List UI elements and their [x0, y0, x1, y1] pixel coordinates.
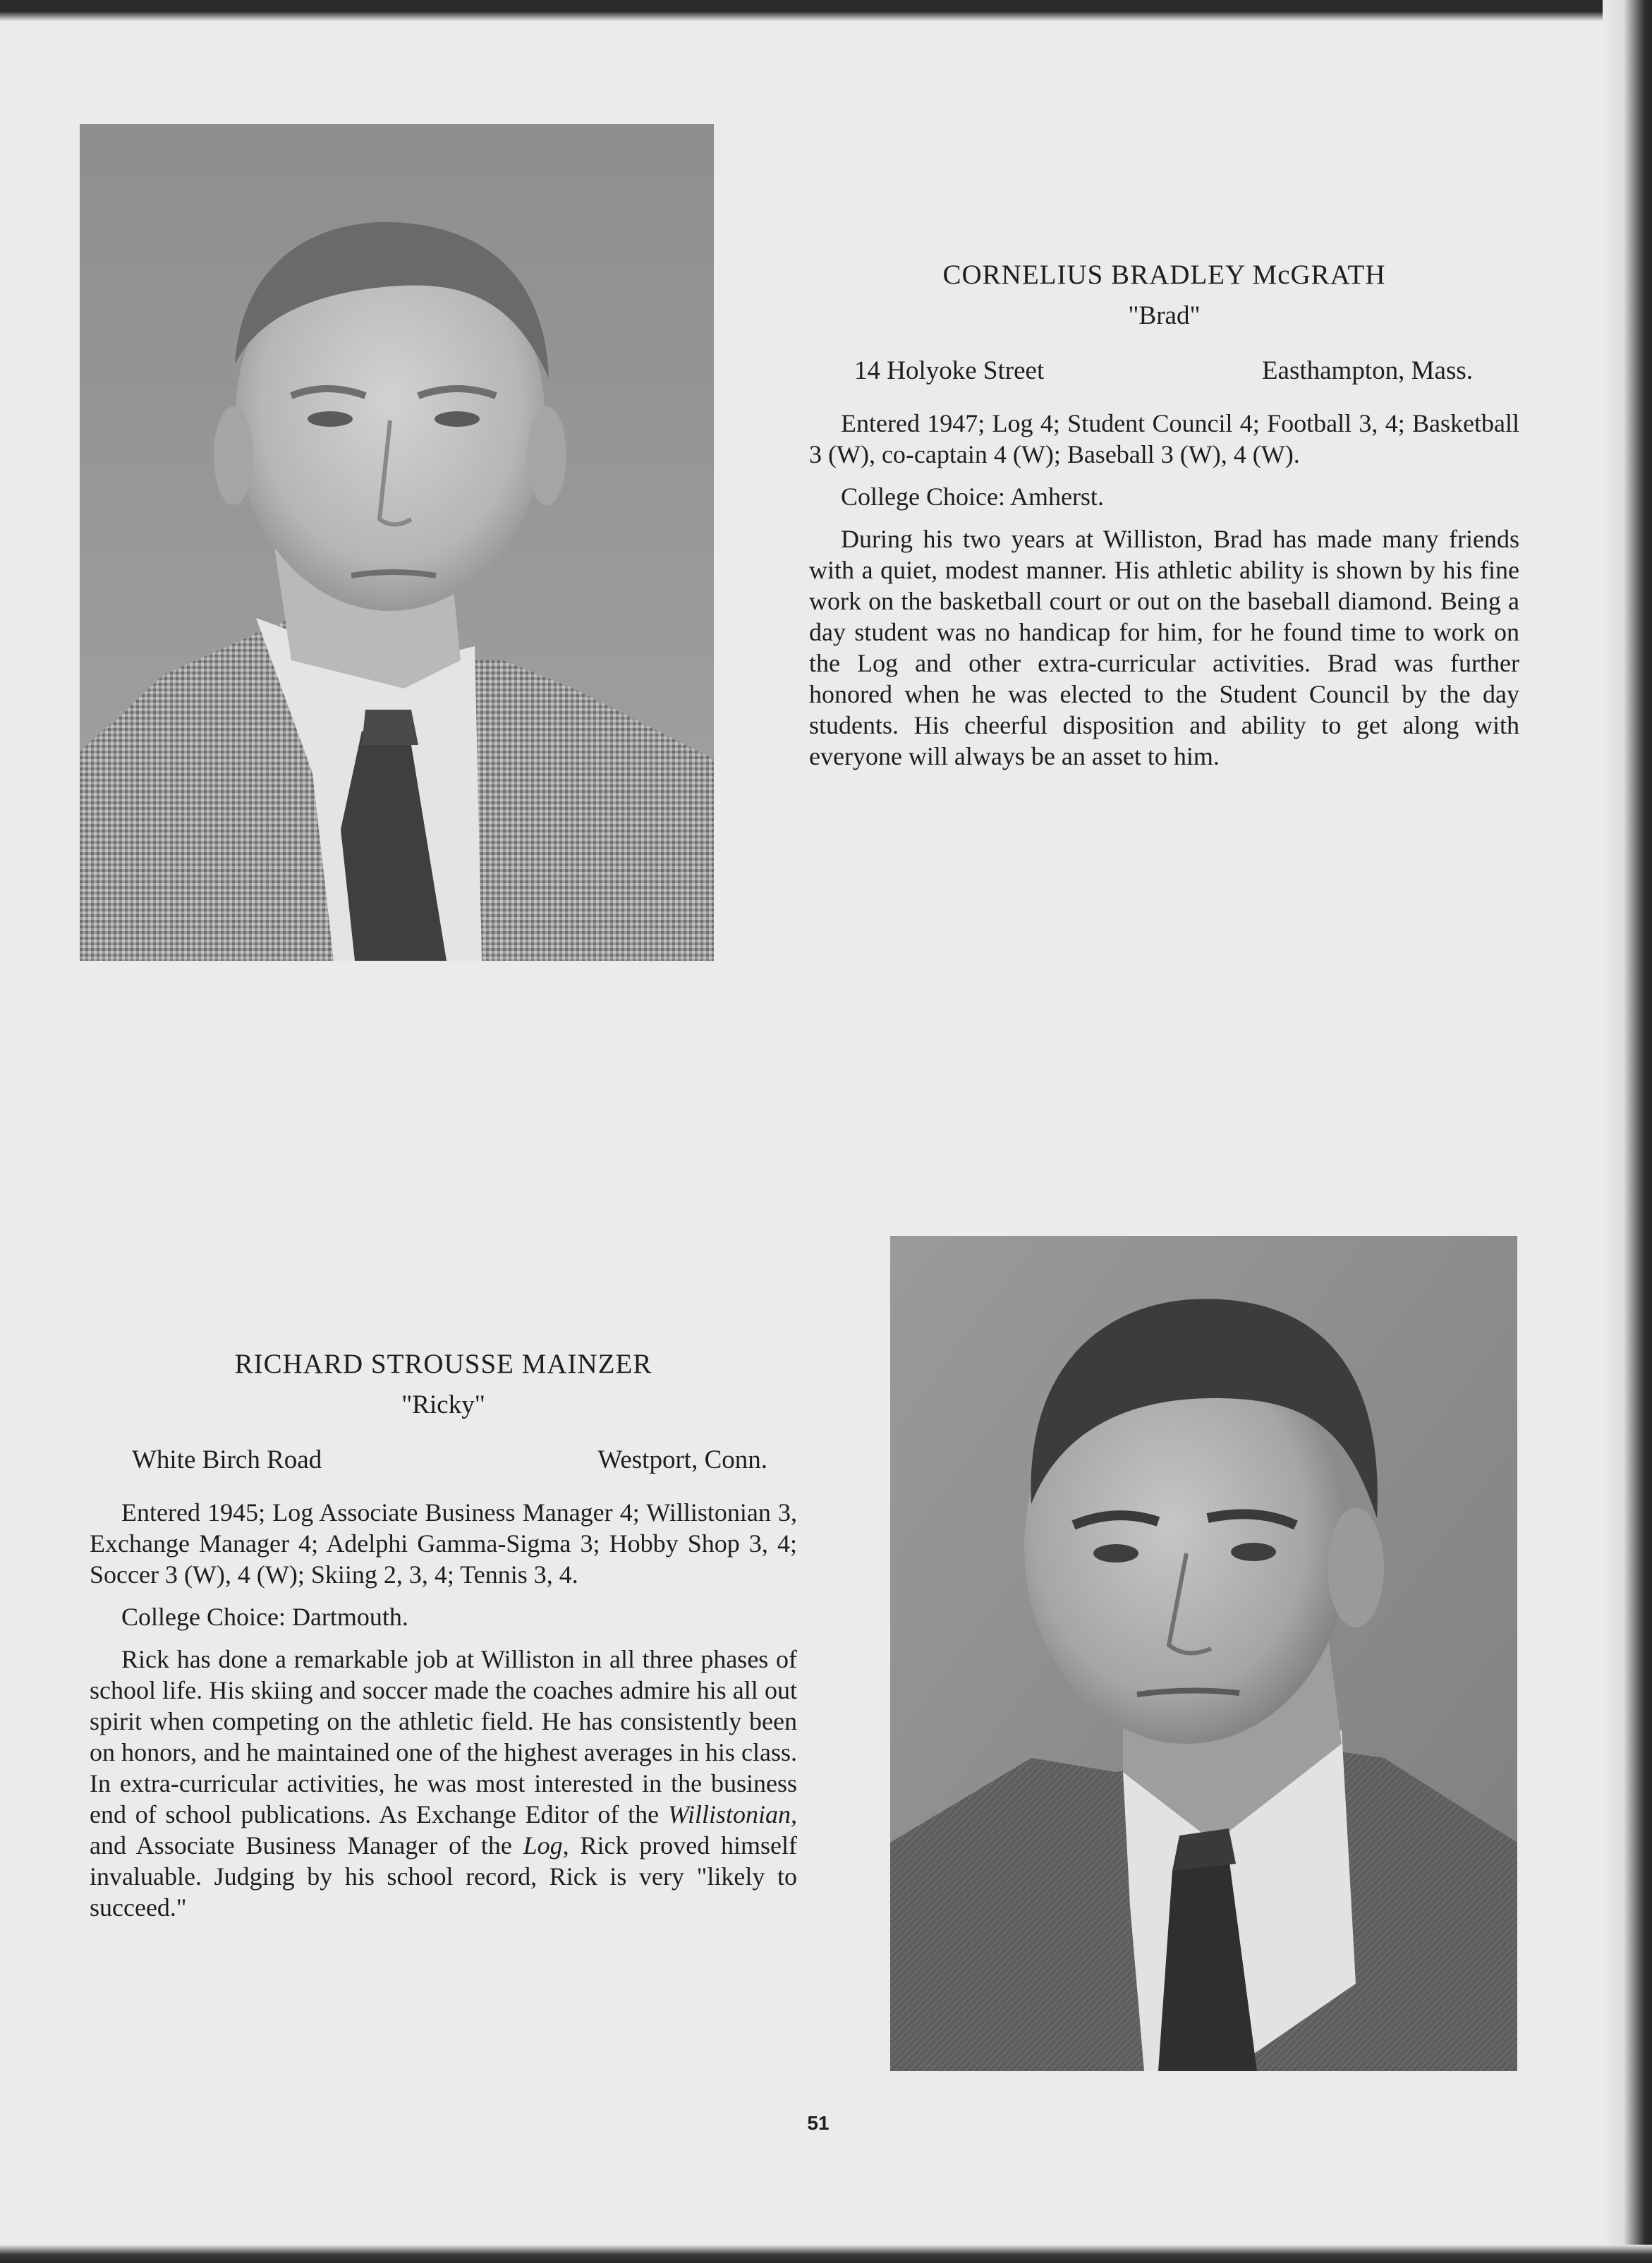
portrait-photo-mainzer [890, 1236, 1517, 2071]
student-name: CORNELIUS BRADLEY McGRATH [942, 260, 1386, 290]
biography-text: Rick has done a remarkable job at Williston in all three phases of school life. His skiing and soccer made the coaches admire his all out spirit when competing on the athletic field. He has consistently been on honors, and he maintained one of the highest averages in his class. In extra-curricular activities, he was most interested in the business end of school publications. As Exchange Editor of the [90, 1645, 797, 1828]
publication-name-willistonian: Willistonian, [667, 1800, 797, 1828]
activities-record: Entered 1947; Log 4; Student Council 4; Football 3, 4; Basketball 3 (W), co-captain 4 (W); Baseball 3 (W), 4 (W). [809, 409, 1519, 468]
bottom-scan-edge [0, 2245, 1652, 2263]
street-address: White Birch Road [132, 1445, 322, 1474]
hometown: Easthampton, Mass. [1261, 356, 1473, 385]
student-name: RICHARD STROUSSE MAINZER [234, 1349, 652, 1379]
page-number: 51 [807, 2112, 830, 2134]
right-scan-edge [1603, 0, 1652, 2263]
student-address [90, 1445, 797, 1476]
student-address [809, 356, 1519, 387]
college-choice: College Choice: Amherst. [841, 483, 1104, 511]
student-biography [90, 1644, 797, 1923]
hometown: Westport, Conn. [597, 1445, 767, 1474]
senior-entry-mcgrath [809, 260, 1519, 783]
portrait-photo-mcgrath [80, 124, 714, 961]
senior-entry-mainzer [90, 1349, 797, 1934]
student-biography: During his two years at Williston, Brad has made many friends with a quiet, modest manner. His athletic ability is shown by his fine work on the basketball court or out on the baseball diamond. Being a day student was no handicap for him, for he found time to work on the Log and other extra-curricular activities. Brad was further honored when he was elected to the Student Council by the day students. His cheerful disposition and ability to get along with everyone will always be an asset to him. [809, 525, 1519, 770]
top-scan-edge [0, 0, 1652, 21]
publication-name-log: Log, [523, 1831, 569, 1859]
biography-text: and Associate Business Manager of the [90, 1831, 523, 1859]
student-nickname: "Ricky" [401, 1390, 485, 1419]
student-nickname: "Brad" [1128, 301, 1201, 330]
college-choice: College Choice: Dartmouth. [121, 1603, 408, 1631]
biography-text: Rick proved himself invaluable. Judging by his school record, Rick is very "likely to succeed." [90, 1831, 797, 1922]
activities-record: Entered 1945; Log Associate Business Manager 4; Willistonian 3, Exchange Manager 4; Adelphi Gamma-Sigma 3; Hobby Shop 3, 4; Soccer 3 (W), 4 (W); Skiing 2, 3, 4; Tennis 3, 4. [90, 1498, 797, 1589]
street-address: 14 Holyoke Street [854, 356, 1045, 385]
